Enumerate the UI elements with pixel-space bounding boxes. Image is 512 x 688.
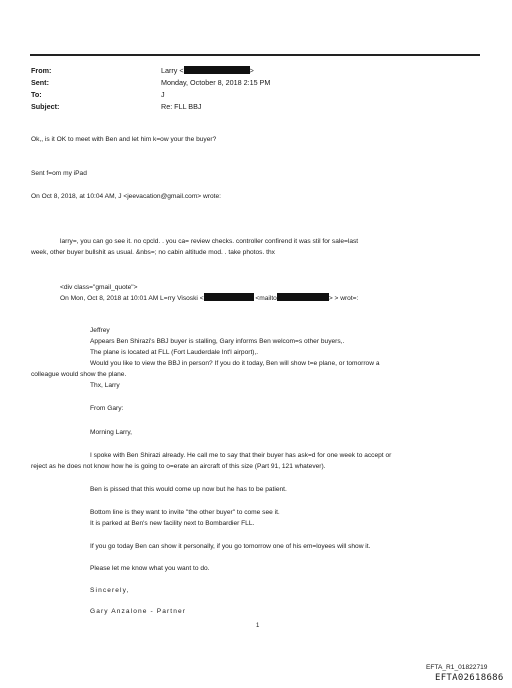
redaction-box bbox=[204, 293, 254, 301]
body-line: It is parked at Ben's new facility next to Bombardier FLL. bbox=[90, 520, 255, 527]
from-name: Larry < bbox=[161, 66, 184, 75]
from-tail: > bbox=[249, 66, 254, 75]
sent-label: Sent: bbox=[31, 78, 49, 87]
to-label: To: bbox=[31, 90, 42, 99]
body-line: <div class="gmail_quote"> bbox=[60, 284, 138, 291]
subject-value: Re: FLL BBJ bbox=[161, 102, 202, 111]
quote-header-text: On Mon, Oct 8, 2018 at 10:01 AM L=rry Visoski < bbox=[60, 295, 204, 302]
body-line: Ok,, is it OK to meet with Ben and let him k=ow your the buyer? bbox=[31, 136, 217, 143]
body-line: On Oct 8, 2018, at 10:04 AM, J <jeevacation@gmail.com> wrote: bbox=[31, 193, 221, 200]
body-line: Please let me know what you want to do. bbox=[90, 565, 210, 572]
redaction-box bbox=[277, 293, 329, 301]
body-line: Bottom line is they want to invite "the other buyer" to come see it. bbox=[90, 509, 280, 516]
body-line: The plane is located at FLL (Fort Lauderdale Int'l airport),. bbox=[90, 349, 259, 356]
bates-id-secondary: EFTA02618686 bbox=[435, 673, 504, 683]
body-line: I spoke with Ben Shirazi already. He call me to say that their buyer has ask=d for one week to accept or bbox=[90, 452, 392, 459]
mailto-text: <mailto bbox=[255, 295, 277, 302]
body-line: From Gary: bbox=[90, 405, 124, 412]
body-line: reject as he does not know how he is going to o=erate an aircraft of this size (Part 91, 121 whatever). bbox=[31, 463, 326, 470]
body-line: Would you like to view the BBJ in person? If you do it today, Ben will show t=e plane, or tomorrow a bbox=[90, 360, 380, 367]
body-line: If you go today Ben can show it personally, if you go tomorrow one of his em=loyees will show it. bbox=[90, 543, 371, 550]
quote-header-tail: > > wrot=: bbox=[328, 295, 359, 302]
header-rule bbox=[30, 54, 480, 56]
redaction-box bbox=[184, 66, 250, 74]
page-number: 1 bbox=[256, 623, 260, 629]
subject-label: Subject: bbox=[31, 102, 60, 111]
body-line: Thx, Larry bbox=[90, 382, 120, 389]
body-line: Jeffrey bbox=[90, 327, 110, 334]
body-line: colleague would show the plane. bbox=[31, 371, 127, 378]
sent-value: Monday, October 8, 2018 2:15 PM bbox=[161, 78, 271, 87]
signoff: Sincerely, bbox=[90, 587, 130, 594]
from-value bbox=[161, 66, 254, 75]
body-line: larry=, you can go see it. no cpcld. . you ca= review checks. controller confirend it was stil for sale=last bbox=[60, 238, 359, 245]
body-line: Sent f=om my iPad bbox=[31, 170, 87, 177]
body-line: Ben is pissed that this would come up now but he has to be patient. bbox=[90, 486, 287, 493]
body-line: Appears Ben Shirazi's BBJ buyer is stalling, Gary informs Ben welcom=s other buyers,. bbox=[90, 338, 345, 345]
body-line: Morning Larry, bbox=[90, 429, 133, 436]
to-value: J bbox=[161, 90, 165, 99]
from-label: From: bbox=[31, 66, 52, 75]
signature: Gary Anzalone - Partner bbox=[90, 608, 187, 615]
quote-header-line bbox=[60, 293, 358, 303]
body-line: week, other buyer bullshit as usual. &nbs=; no cabin altitude mod. . take photos. thx bbox=[31, 249, 275, 256]
bates-id-primary: EFTA_R1_01822719 bbox=[426, 664, 488, 671]
